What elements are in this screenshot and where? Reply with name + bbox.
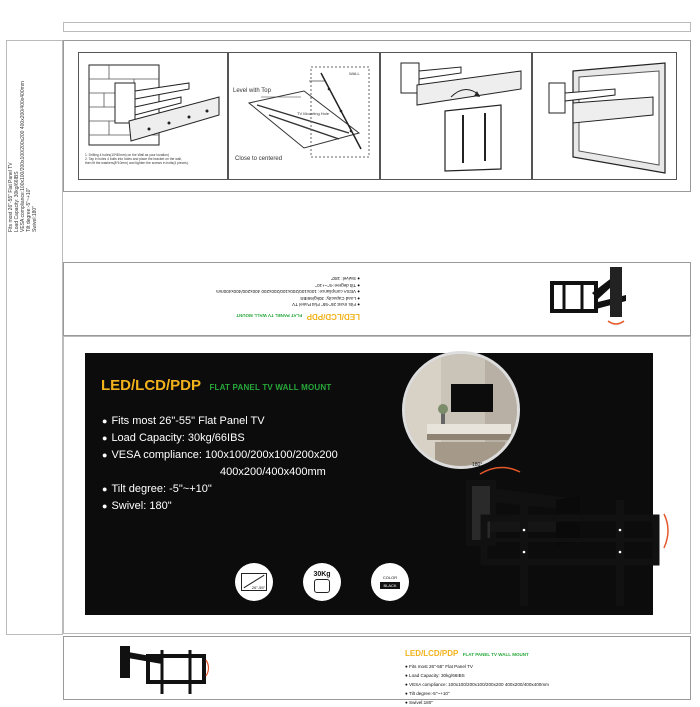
- step2-level-label: Level with Top: [233, 88, 271, 94]
- mounted-tv-illustration: [533, 53, 677, 180]
- spine-spec-3: VESA compliance:100x100/200x100/200x200 400x200/400x400mm: [20, 81, 26, 232]
- front-spec-load: ● Load Capacity: 30kg/66IBS: [102, 430, 338, 447]
- front-title-small: FLAT PANEL TV WALL MOUNT: [209, 383, 332, 392]
- hang-tv-illustration: [381, 53, 532, 180]
- spine-spec-list: [8, 62, 38, 232]
- size-badge-label: 26"-55": [251, 585, 265, 590]
- install-step-2: [228, 52, 380, 180]
- bottom-spec-2: ● Load Capacity: 30kg/66IBS: [405, 673, 465, 678]
- bottom-title-small: FLAT PANEL TV WALL MOUNT: [462, 652, 529, 657]
- install-step-4: [532, 52, 677, 180]
- bottom-mount-image: [118, 638, 218, 698]
- front-spec-vesa: ● VESA compliance: 100x100/200x100/200x200: [102, 447, 338, 464]
- upside-down-flap: [150, 267, 360, 327]
- front-spec-tilt: ● Tilt degree: -5"~+10": [102, 481, 338, 498]
- flap-title-small: FLAT PANEL TV WALL MOUNT: [236, 313, 303, 318]
- bottom-spec-3: ● VESA compliance: 100x100/200x100/200x200 400x200/400x400mm: [405, 682, 550, 687]
- flap-spec-3: ● VESA compliance: 100x100/200x100/200x200 400x200/400x400mm: [215, 289, 360, 295]
- tilt-label: -5°~+10°: [650, 516, 656, 536]
- bottom-spec-4: ● Tilt degree:-5"~+10": [405, 691, 450, 696]
- bottom-spec-list: [405, 662, 685, 707]
- articulating-mount-image: [460, 460, 680, 620]
- spine-spec-2: Load Capacity: 30kg/66IBS: [14, 171, 20, 232]
- color-badge-value: BLACK: [380, 582, 399, 589]
- front-spec-swivel: ● Swivel: 180": [102, 498, 338, 515]
- flap-title-big: LED/LCD/PDP: [306, 312, 360, 321]
- bottom-spec-5: ● Swivel:180": [405, 700, 433, 705]
- step2-center-label: Close to centered: [235, 156, 283, 162]
- color-badge-label: COLOR: [382, 575, 398, 580]
- flap-spec-list: [150, 275, 360, 307]
- flap-spec-4: ● Tilt degree:-5"~+10": [315, 282, 360, 288]
- flap-spec-2: ● Load Capacity: 30kg/66IBS: [300, 295, 360, 301]
- flap-spec-1: ● Fits most 26"-55" Flat Panel TV: [292, 302, 360, 307]
- install-step-3: [380, 52, 532, 180]
- bottom-title-big: LED/LCD/PDP: [405, 649, 459, 658]
- flap-mount-image: [548, 263, 638, 333]
- bottom-spec-1: ● Fits most 26"-55" Flat Panel TV: [405, 664, 473, 669]
- color-badge: [371, 563, 409, 601]
- spine-spec-1: Fits most 26"-55" Flat Panel TV: [8, 162, 14, 232]
- step2-tv-hole-label: TV Mounting Hole: [297, 111, 330, 116]
- weight-badge-label: 30Kg: [313, 571, 331, 578]
- spine-spec-5: Swivel:180": [32, 206, 38, 232]
- swivel-label: 180°: [472, 462, 483, 468]
- step2-wall-label: WALL: [349, 71, 360, 76]
- install-step-1: [78, 52, 228, 180]
- weight-icon: [314, 579, 330, 593]
- front-title: [101, 377, 331, 395]
- extend-label: 95-410mm: [492, 513, 512, 518]
- size-badge: [235, 563, 273, 601]
- spine-spec-4: Tilt degree:-5"~+10": [26, 187, 32, 232]
- front-spec-list: [102, 413, 338, 515]
- front-spec-vesa-cont: 400x200/400x400mm: [220, 466, 326, 478]
- flap-spec-5: ● Swivel: 180": [330, 276, 360, 282]
- weight-badge: [303, 563, 341, 601]
- front-spec-fits: ● Fits most 26"-55" Flat Panel TV: [102, 413, 338, 430]
- bottom-info: [405, 643, 685, 707]
- front-title-big: LED/LCD/PDP: [101, 377, 202, 394]
- room-photo: [402, 351, 520, 469]
- top-flap-fold: [63, 22, 691, 32]
- step1-note: 1. Drilling 4 holes(10*80mm) on the Wall as your location) 2. Tap in holes 4 bolts into holes and place the bracket on the wall, then fit the washers(8*10mm) and tighten the screws in bolts(4 pieces).: [85, 153, 189, 165]
